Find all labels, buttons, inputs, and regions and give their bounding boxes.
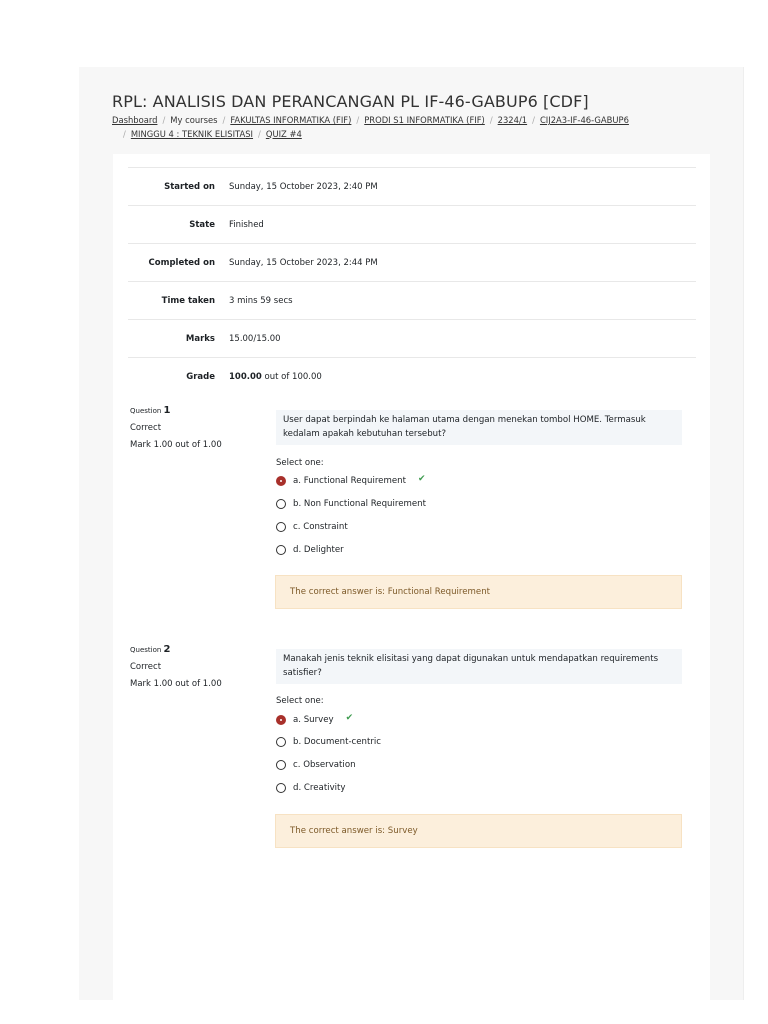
question-1-option-c[interactable]: [276, 520, 348, 534]
question-2-option-b[interactable]: [276, 735, 381, 749]
summary-row-completed: [128, 244, 696, 282]
option-label: d. Delighter: [293, 545, 344, 555]
question-1-select-label: Select one:: [276, 458, 324, 468]
question-1-text: User dapat berpindah ke halaman utama dengan menekan tombol HOME. Termasuk kedalam apakah kebutuhan tersebut?: [276, 410, 682, 445]
question-mark: Mark 1.00 out of 1.00: [130, 679, 222, 689]
breadcrumb-my-courses: My courses: [170, 115, 218, 125]
question-1-feedback: The correct answer is: Functional Requirement: [275, 575, 682, 609]
breadcrumb-dashboard[interactable]: Dashboard: [112, 115, 158, 125]
summary-row-grade: [128, 358, 696, 396]
course-title: RPL: ANALISIS DAN PERANCANGAN PL IF-46-GABUP6 [CDF]: [112, 92, 589, 111]
question-number: Question 2: [130, 644, 171, 655]
option-label: b. Non Functional Requirement: [293, 499, 426, 509]
question-mark: Mark 1.00 out of 1.00: [130, 440, 222, 450]
question-1-option-a[interactable]: [276, 474, 425, 488]
breadcrumb-course[interactable]: CIJ2A3-IF-46-GABUP6: [539, 115, 629, 125]
summary-row-time-taken: [128, 282, 696, 320]
summary-value: [229, 358, 696, 396]
radio-icon[interactable]: [276, 783, 286, 793]
summary-row-started: [128, 168, 696, 206]
summary-label: Time taken: [128, 282, 229, 320]
radio-icon[interactable]: [276, 522, 286, 532]
breadcrumb-program[interactable]: PRODI S1 INFORMATIKA (FIF): [364, 115, 485, 125]
breadcrumb: Dashboard / My courses / FAKULTAS INFORMATIKA (FIF) / PRODI S1 INFORMATIKA (FIF) / 2324/1 / CIJ2A3-IF-46-GABUP6 / MINGGU 4 : TEKNIK ELISITASI / QUIZ #4: [112, 115, 629, 139]
check-icon: ✔: [417, 474, 426, 484]
question-status: Correct: [130, 423, 162, 433]
option-label: a. Functional Requirement: [293, 476, 406, 486]
question-2-select-label: Select one:: [276, 696, 324, 706]
question-status: Correct: [130, 662, 162, 672]
summary-label: State: [128, 206, 229, 244]
summary-value: 15.00/15.00: [229, 320, 696, 358]
question-2-option-a[interactable]: [276, 713, 353, 727]
breadcrumb-quiz[interactable]: QUIZ #4: [265, 128, 302, 139]
radio-icon[interactable]: [276, 760, 286, 770]
summary-label: Completed on: [128, 244, 229, 282]
summary-label: Grade: [128, 358, 229, 396]
breadcrumb-term[interactable]: 2324/1: [497, 115, 528, 125]
question-2-text: Manakah jenis teknik elisitasi yang dapat digunakan untuk mendapatkan requirements satisfier?: [276, 649, 682, 684]
question-number: Question 1: [130, 405, 171, 416]
attempt-summary-table: [128, 167, 696, 395]
summary-value: Sunday, 15 October 2023, 2:44 PM: [229, 244, 696, 282]
question-2-feedback: The correct answer is: Survey: [275, 814, 682, 848]
question-1-option-d[interactable]: [276, 543, 344, 557]
radio-selected-icon[interactable]: [276, 715, 286, 725]
question-1-info: [130, 405, 222, 450]
radio-icon[interactable]: [276, 737, 286, 747]
question-2-option-d[interactable]: [276, 781, 346, 795]
question-2-info: [130, 644, 222, 689]
summary-row-marks: [128, 320, 696, 358]
check-icon: ✔: [345, 713, 354, 723]
option-label: a. Survey: [293, 715, 334, 725]
summary-value: 3 mins 59 secs: [229, 282, 696, 320]
option-label: d. Creativity: [293, 783, 346, 793]
breadcrumb-section[interactable]: MINGGU 4 : TEKNIK ELISITASI: [130, 128, 254, 139]
summary-row-state: [128, 206, 696, 244]
radio-icon[interactable]: [276, 499, 286, 509]
grade-value: 100.00: [229, 371, 262, 382]
option-label: c. Observation: [293, 760, 356, 770]
summary-value: Finished: [229, 206, 696, 244]
option-label: b. Document-centric: [293, 737, 382, 747]
breadcrumb-faculty[interactable]: FAKULTAS INFORMATIKA (FIF): [230, 115, 352, 125]
summary-value: Sunday, 15 October 2023, 2:40 PM: [229, 168, 696, 206]
summary-label: Started on: [128, 168, 229, 206]
question-2-option-c[interactable]: [276, 758, 356, 772]
radio-selected-icon[interactable]: [276, 476, 286, 486]
option-label: c. Constraint: [293, 522, 348, 532]
summary-label: Marks: [128, 320, 229, 358]
radio-icon[interactable]: [276, 545, 286, 555]
grade-suffix: out of 100.00: [264, 371, 322, 382]
question-1-option-b[interactable]: [276, 497, 426, 511]
